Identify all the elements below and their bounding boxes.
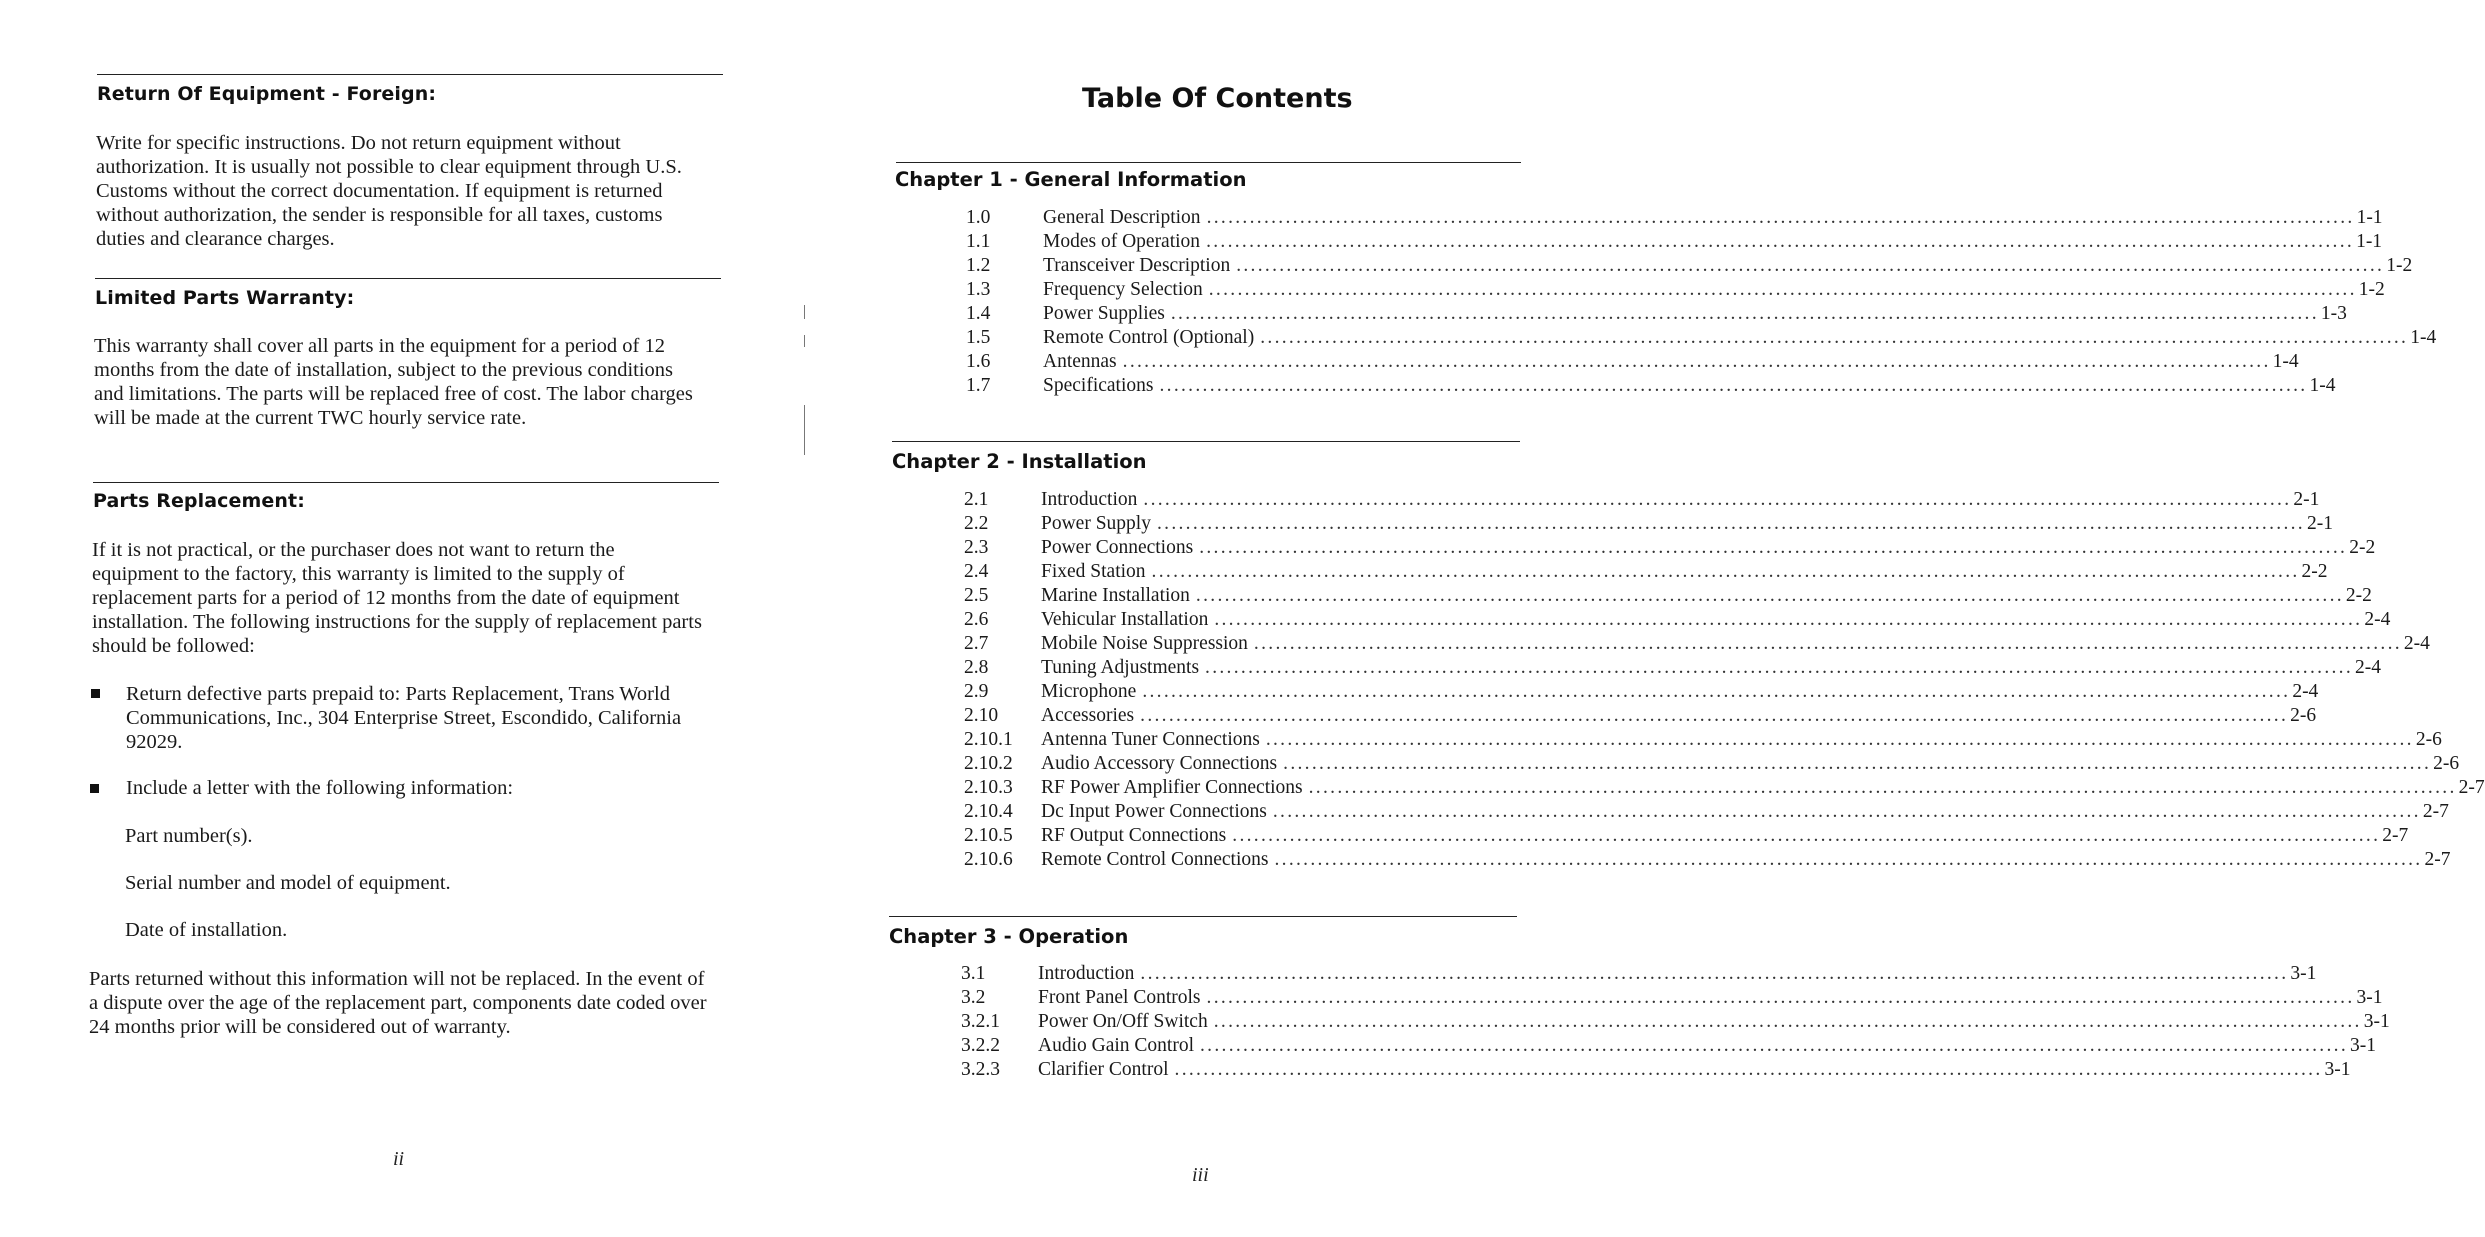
toc-entry-line	[1041, 608, 2391, 632]
toc-entry-number: 1.6	[966, 351, 991, 372]
toc-entry-page: 1-1	[2356, 207, 2383, 228]
toc-entry	[964, 560, 2328, 584]
toc-entry-page: 3-1	[2356, 987, 2383, 1008]
dot-leader: ................................................................................................................................................................	[1143, 489, 2292, 510]
left-page	[0, 0, 800, 1237]
toc-entry-title: Clarifier Control	[1038, 1059, 1169, 1080]
toc-entry-page: 2-6	[2415, 729, 2442, 750]
toc-entry-line	[1043, 374, 2336, 398]
dot-leader: ................................................................................................................................................................	[1260, 327, 2409, 348]
section-heading-parts-replacement: Parts Replacement:	[93, 490, 305, 512]
toc-entry	[964, 632, 2430, 656]
toc-entry-title: Accessories	[1041, 705, 1135, 726]
closing-paragraph: Parts returned without this information will not be replaced. In the event of a dispute over the age of the replacement part, components date coded over 24 months prior will be considered out of warranty.	[89, 968, 707, 1038]
toc-entry-title: Fixed Station	[1041, 561, 1146, 582]
dot-leader: ................................................................................................................................................................	[1151, 561, 2300, 582]
section-text-limited-warranty: This warranty shall cover all parts in the equipment for a period of 12 months from the date of installation, subject to the previous conditions and limitations. The parts will be replaced free of cost. The labor charges will be made at the current TWC hourly service rate.	[94, 335, 693, 429]
toc-entry-line	[1038, 1058, 2351, 1082]
chapter-3-heading: Chapter 3 - Operation	[889, 925, 1129, 948]
toc-entry-title: Remote Control Connections	[1041, 849, 1269, 870]
dot-leader: ................................................................................................................................................................	[1308, 777, 2457, 798]
toc-entry-number: 2.9	[964, 681, 989, 702]
toc-entry-page: 3-1	[2324, 1059, 2351, 1080]
toc-entry-line	[1043, 278, 2385, 302]
toc-entry-line	[1038, 986, 2383, 1010]
dot-leader: ................................................................................................................................................................	[1140, 705, 2289, 726]
toc-entry	[961, 1034, 2376, 1058]
toc-entry-title: Front Panel Controls	[1038, 987, 1201, 1008]
toc-entry	[964, 824, 2409, 848]
toc-entry-line	[1041, 560, 2328, 584]
toc-entry-title: Audio Gain Control	[1038, 1035, 1194, 1056]
toc-entry-number: 2.10	[964, 705, 999, 726]
toc-entry	[964, 848, 2451, 872]
toc-entry-title: Introduction	[1041, 489, 1138, 510]
toc-entry-title: Audio Accessory Connections	[1041, 753, 1278, 774]
toc-entry-title: Vehicular Installation	[1041, 609, 1209, 630]
toc-entry-line	[1038, 1010, 2390, 1034]
toc-entry	[964, 584, 2372, 608]
toc-entry-number: 3.2.2	[961, 1035, 1000, 1056]
dot-leader: ................................................................................................................................................................	[1208, 279, 2357, 300]
dot-leader: ................................................................................................................................................................	[1170, 303, 2319, 324]
page-number: iii	[1192, 1164, 1209, 1186]
dot-leader: ................................................................................................................................................................	[1199, 537, 2348, 558]
toc-entry	[964, 752, 2460, 776]
bullet-marker	[90, 784, 99, 793]
toc-entry-title: Introduction	[1038, 963, 1135, 984]
toc-entry-line	[1038, 1034, 2376, 1058]
info-item-part-number: Part number(s).	[125, 825, 253, 847]
dot-leader: ................................................................................................................................................................	[1272, 801, 2421, 822]
toc-entry-page: 2-7	[2424, 849, 2451, 870]
dot-leader: ................................................................................................................................................................	[1156, 513, 2305, 534]
chapter-1-entries	[966, 206, 2437, 398]
dot-leader: ................................................................................................................................................................	[1214, 609, 2363, 630]
toc-entry	[966, 326, 2437, 350]
toc-entry-number: 2.8	[964, 657, 989, 678]
dot-leader: ................................................................................................................................................................	[1206, 231, 2355, 252]
toc-entry-page: 1-2	[2358, 279, 2385, 300]
toc-entry-page: 2-7	[2382, 825, 2409, 846]
section-divider	[93, 482, 719, 483]
toc-entry-line	[1043, 302, 2347, 326]
dot-leader: ................................................................................................................................................................	[1206, 207, 2355, 228]
dot-leader: ................................................................................................................................................................	[1205, 657, 2354, 678]
toc-entry-page: 1-4	[2272, 351, 2299, 372]
toc-entry-number: 2.10.5	[964, 825, 1013, 846]
toc-entry	[966, 278, 2385, 302]
toc-entry-page: 2-1	[2306, 513, 2333, 534]
toc-entry-page: 1-1	[2356, 231, 2383, 252]
toc-entry-number: 2.4	[964, 561, 989, 582]
bullet-return-parts: Return defective parts prepaid to: Parts Replacement, Trans World Communications, Inc., 304 Enterprise Street, Escondido, California 92029.	[126, 683, 682, 753]
toc-entry-number: 2.10.1	[964, 729, 1013, 750]
toc-entry-number: 3.2.3	[961, 1059, 1000, 1080]
toc-entry-title: Specifications	[1043, 375, 1154, 396]
toc-entry-page: 2-1	[2293, 489, 2320, 510]
section-text-parts-replacement: If it is not practical, or the purchaser does not want to return the equipment to the factory, this warranty is limited to the supply of replacement parts for a period of 12 months from the date of equipment installation. The following instructions for the supply of replacement parts should be followed:	[92, 539, 702, 657]
toc-entry-page: 3-1	[2350, 1035, 2376, 1056]
dot-leader: ................................................................................................................................................................	[1206, 987, 2355, 1008]
toc-entry-title: Remote Control (Optional)	[1043, 327, 1255, 348]
section-heading-return-foreign: Return Of Equipment - Foreign:	[97, 83, 437, 105]
toc-entry-number: 1.2	[966, 255, 991, 276]
toc-entry-page: 2-2	[2345, 585, 2372, 606]
toc-entry-page: 2-7	[2458, 777, 2485, 798]
toc-entry-number: 2.10.3	[964, 777, 1013, 798]
toc-entry-line	[1043, 206, 2383, 230]
toc-entry-page: 1-4	[2410, 327, 2437, 348]
chapter-divider	[896, 162, 1521, 163]
toc-entry-number: 3.2	[961, 987, 986, 1008]
toc-entry-line	[1041, 488, 2320, 512]
toc-entry-line	[1043, 350, 2299, 374]
toc-entry-line	[1041, 704, 2317, 728]
toc-entry	[966, 230, 2383, 254]
toc-entry-page: 1-4	[2309, 375, 2336, 396]
toc-entry-number: 1.7	[966, 375, 991, 396]
toc-entry-title: Power Supply	[1041, 513, 1151, 534]
toc-entry-number: 2.5	[964, 585, 989, 606]
toc-entry-page: 2-4	[2292, 681, 2319, 702]
toc-entry	[966, 206, 2383, 230]
toc-entry-line	[1041, 824, 2409, 848]
dot-leader: ................................................................................................................................................................	[1174, 1059, 2323, 1080]
toc-entry	[964, 656, 2382, 680]
toc-entry-number: 2.1	[964, 489, 989, 510]
toc-entry	[966, 254, 2413, 278]
toc-entry-page: 2-4	[2364, 609, 2391, 630]
toc-entry-page: 2-7	[2422, 801, 2449, 822]
toc-entry-page: 1-2	[2386, 255, 2413, 276]
info-item-installation-date: Date of installation.	[125, 919, 288, 941]
dot-leader: ................................................................................................................................................................	[1140, 963, 2289, 984]
toc-entry	[964, 728, 2442, 752]
toc-entry-title: Modes of Operation	[1043, 231, 1201, 252]
toc-entry-number: 2.6	[964, 609, 989, 630]
toc-entry	[961, 1058, 2351, 1082]
dot-leader: ................................................................................................................................................................	[1236, 255, 2385, 276]
section-text-return-foreign: Write for specific instructions. Do not return equipment without authorization. It is usually not possible to clear equipment through U.S. Customs without the correct documentation. If equipment is returned without authorization, the sender is responsible for all taxes, customs duties and clearance charges.	[96, 132, 682, 250]
toc-entry-number: 3.2.1	[961, 1011, 1000, 1032]
toc-entry-page: 2-6	[2433, 753, 2460, 774]
toc-entry-title: Frequency Selection	[1043, 279, 1203, 300]
toc-entry-page: 2-4	[2355, 657, 2382, 678]
toc-entry	[964, 800, 2449, 824]
toc-entry	[966, 302, 2347, 326]
section-heading-limited-warranty: Limited Parts Warranty:	[95, 287, 355, 309]
section-divider	[95, 278, 721, 279]
bullet-include-letter: Include a letter with the following information:	[126, 777, 514, 799]
toc-entry-number: 2.3	[964, 537, 989, 558]
toc-entry-line	[1041, 536, 2376, 560]
toc-entry-title: Microphone	[1041, 681, 1137, 702]
dot-leader: ................................................................................................................................................................	[1142, 681, 2291, 702]
toc-entry-title: Antenna Tuner Connections	[1041, 729, 1260, 750]
dot-leader: ................................................................................................................................................................	[1195, 585, 2344, 606]
dot-leader: ................................................................................................................................................................	[1213, 1011, 2362, 1032]
toc-entry	[961, 1010, 2390, 1034]
dot-leader: ................................................................................................................................................................	[1265, 729, 2414, 750]
toc-entry-line	[1041, 680, 2319, 704]
toc-entry-line	[1041, 776, 2485, 800]
toc-entry-title: Marine Installation	[1041, 585, 1190, 606]
toc-entry-title: Antennas	[1043, 351, 1117, 372]
toc-entry-line	[1041, 752, 2460, 776]
toc-entry-number: 1.3	[966, 279, 991, 300]
page-number: ii	[393, 1148, 405, 1170]
toc-entry-number: 1.1	[966, 231, 991, 252]
toc-entry-line	[1041, 584, 2372, 608]
chapter-2-entries	[964, 488, 2485, 872]
toc-entry	[964, 512, 2333, 536]
toc-entry-line	[1041, 800, 2449, 824]
chapter-2-heading: Chapter 2 - Installation	[892, 450, 1147, 473]
toc-entry-title: Tuning Adjustments	[1041, 657, 1200, 678]
right-page	[800, 0, 2485, 1237]
chapter-3-entries	[961, 962, 2390, 1082]
toc-entry-line	[1041, 848, 2451, 872]
chapter-divider	[889, 916, 1517, 917]
toc-entry-page: 3-1	[2290, 963, 2317, 984]
toc-entry-line	[1043, 230, 2383, 254]
toc-entry-page: 2-6	[2290, 705, 2317, 726]
toc-entry	[964, 488, 2320, 512]
chapter-divider	[892, 441, 1520, 442]
toc-entry-title: RF Power Amplifier Connections	[1041, 777, 1303, 798]
toc-entry	[961, 962, 2317, 986]
toc-entry-title: Power Connections	[1041, 537, 1194, 558]
dot-leader: ................................................................................................................................................................	[1232, 825, 2381, 846]
toc-entry	[966, 350, 2299, 374]
toc-entry-title: General Description	[1043, 207, 1201, 228]
toc-entry-line	[1038, 962, 2317, 986]
dot-leader: ................................................................................................................................................................	[1159, 375, 2308, 396]
toc-entry-number: 3.1	[961, 963, 986, 984]
toc-entry-title: Dc Input Power Connections	[1041, 801, 1267, 822]
toc-entry-title: Power On/Off Switch	[1038, 1011, 1208, 1032]
toc-entry-title: RF Output Connections	[1041, 825, 1227, 846]
toc-entry-number: 1.4	[966, 303, 991, 324]
toc-entry-page: 2-2	[2301, 561, 2328, 582]
dot-leader: ................................................................................................................................................................	[1253, 633, 2402, 654]
chapter-1-heading: Chapter 1 - General Information	[895, 168, 1247, 191]
toc-entry-title: Transceiver Description	[1043, 255, 1231, 276]
toc-entry-number: 1.0	[966, 207, 991, 228]
toc-entry	[964, 608, 2391, 632]
toc-entry	[964, 536, 2376, 560]
toc-entry-line	[1041, 728, 2442, 752]
bullet-marker	[91, 689, 100, 698]
toc-entry-title: Power Supplies	[1043, 303, 1165, 324]
toc-entry-title: Mobile Noise Suppression	[1041, 633, 1248, 654]
toc-entry	[961, 986, 2383, 1010]
section-divider	[97, 74, 723, 75]
toc-entry-number: 2.10.6	[964, 849, 1013, 870]
toc-entry-number: 2.10.4	[964, 801, 1013, 822]
toc-entry-number: 2.10.2	[964, 753, 1013, 774]
dot-leader: ................................................................................................................................................................	[1283, 753, 2432, 774]
toc-entry	[966, 374, 2336, 398]
toc-entry	[964, 776, 2485, 800]
toc-entry	[964, 704, 2317, 728]
page-title: Table Of Contents	[1082, 83, 1353, 114]
info-item-serial-number: Serial number and model of equipment.	[125, 872, 451, 894]
toc-entry-page: 1-3	[2320, 303, 2347, 324]
toc-entry-line	[1043, 254, 2413, 278]
dot-leader: ................................................................................................................................................................	[1122, 351, 2271, 372]
dot-leader: ................................................................................................................................................................	[1200, 1035, 2348, 1056]
dot-leader: ................................................................................................................................................................	[1274, 849, 2423, 870]
toc-entry-number: 2.2	[964, 513, 989, 534]
toc-entry-line	[1043, 326, 2437, 350]
toc-entry	[964, 680, 2319, 704]
toc-entry-line	[1041, 632, 2430, 656]
toc-entry-number: 1.5	[966, 327, 991, 348]
toc-entry-number: 2.7	[964, 633, 989, 654]
toc-entry-page: 2-2	[2349, 537, 2376, 558]
toc-entry-line	[1041, 656, 2382, 680]
toc-entry-page: 3-1	[2363, 1011, 2390, 1032]
toc-entry-page: 2-4	[2403, 633, 2430, 654]
toc-entry-line	[1041, 512, 2333, 536]
